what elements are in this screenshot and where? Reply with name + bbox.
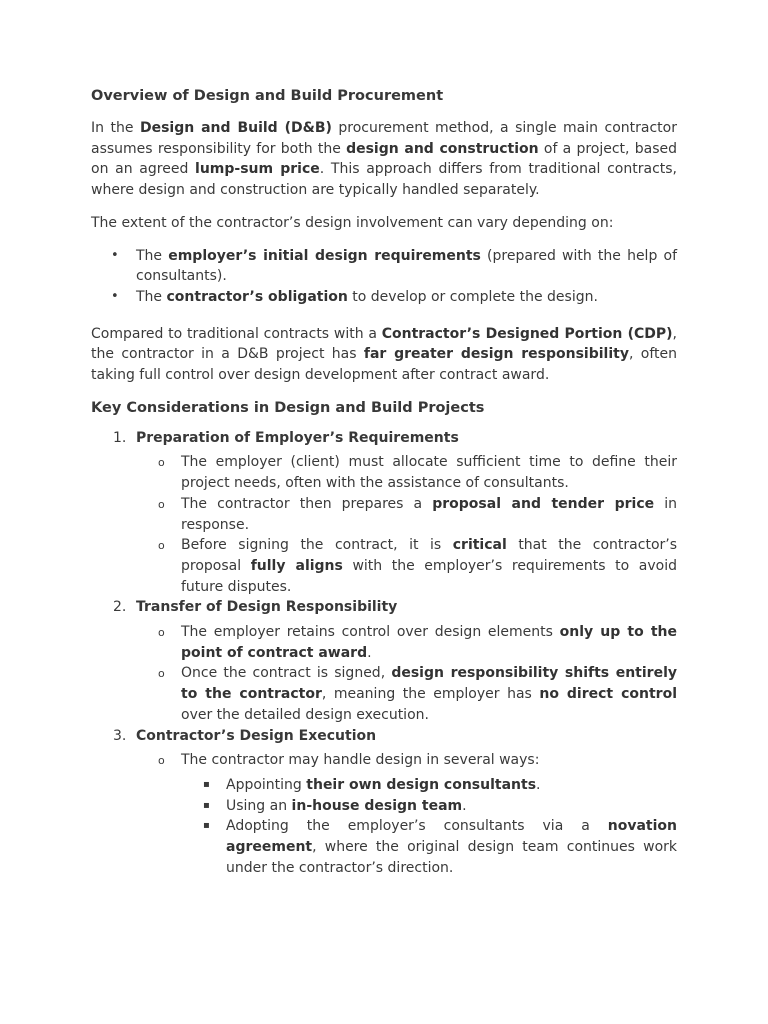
numbered-item	[91, 428, 677, 598]
list-item: • The contractor’s obligation to develop or complete the design.	[91, 287, 677, 308]
sub-list	[136, 622, 677, 726]
square-marker: ▪	[203, 799, 210, 811]
square-marker: ▪	[203, 778, 210, 790]
list-item: • The employer’s initial design requirements (prepared with the help of consultants).	[111, 247, 677, 285]
item-title: Preparation of Employer’s Requirements	[136, 429, 459, 446]
numbered-item	[91, 726, 677, 879]
paragraph-extent: The extent of the contractor’s design involvement can vary depending on:	[91, 214, 614, 231]
circle-marker: o	[158, 539, 165, 553]
bullet-marker: •	[111, 288, 119, 304]
item-title: Contractor’s Design Execution	[136, 727, 377, 744]
sub-list-item: o The employer (client) must allocate sufficient time to define their project needs, often with the assistance of consultants.	[158, 454, 677, 492]
numbered-list	[91, 428, 677, 879]
sub-list	[136, 750, 677, 878]
sub-list-item: o The contractor may handle design in several ways: ▪ Appointing their own design consultants. ▪ Using an in-house design team. ▪ Adopting the employer’s consultants via a novation agreement, where the original design team continues work under the contractor’s direction.	[136, 750, 677, 878]
circle-marker: o	[158, 754, 165, 768]
sub-list-item: o Before signing the contract, it is critical that the contractor’s proposal fully aligns with the employer’s requirements to avoid future disputes.	[158, 537, 678, 595]
circle-marker: o	[158, 497, 165, 511]
sub-sub-list-item: ▪ Appointing their own design consultants.	[181, 775, 677, 796]
circle-marker: o	[158, 456, 165, 470]
item-title: Transfer of Design Responsibility	[136, 599, 398, 616]
numbered-item	[91, 597, 677, 725]
bullet-marker: •	[111, 247, 119, 263]
item-number: 2.	[113, 599, 127, 616]
sub-sub-list-item: ▪ Adopting the employer’s consultants via a novation agreement, where the original design team continues work under the contractor’s direction.	[203, 818, 677, 876]
sub-list-item: o The employer retains control over design elements only up to the point of contract award.	[158, 624, 677, 661]
circle-marker: o	[158, 626, 165, 640]
item-number: 1.	[113, 429, 127, 446]
heading-key-considerations: Key Considerations in Design and Build Projects	[91, 399, 485, 416]
sub-sub-list-item: ▪ Using an in-house design team.	[181, 796, 677, 817]
sub-list	[136, 452, 677, 597]
paragraph-intro: In the Design and Build (D&B) procurement method, a single main contractor assumes responsibility for both the design and construction of a project, based on an agreed lump-sum price. This approach differs from traditional contracts, where design and construction are typically handled separately.	[91, 120, 678, 199]
circle-marker: o	[158, 667, 165, 681]
sub-list-item: o Once the contract is signed, design responsibility shifts entirely to the contractor, meaning the employer has no direct control over the detailed design execution.	[158, 665, 677, 723]
paragraph-comparison: Compared to traditional contracts with a Contractor’s Designed Portion (CDP), the contractor in a D&B project has far greater design responsibility, often taking full control over design development after contract award.	[91, 325, 677, 384]
sub-sub-list	[181, 775, 677, 879]
square-marker: ▪	[203, 820, 210, 832]
sub-list-item: o The contractor then prepares a proposal and tender price in response.	[158, 495, 677, 533]
item-number: 3.	[113, 727, 127, 744]
bullet-list	[91, 246, 677, 308]
heading-overview: Overview of Design and Build Procurement	[91, 88, 444, 104]
